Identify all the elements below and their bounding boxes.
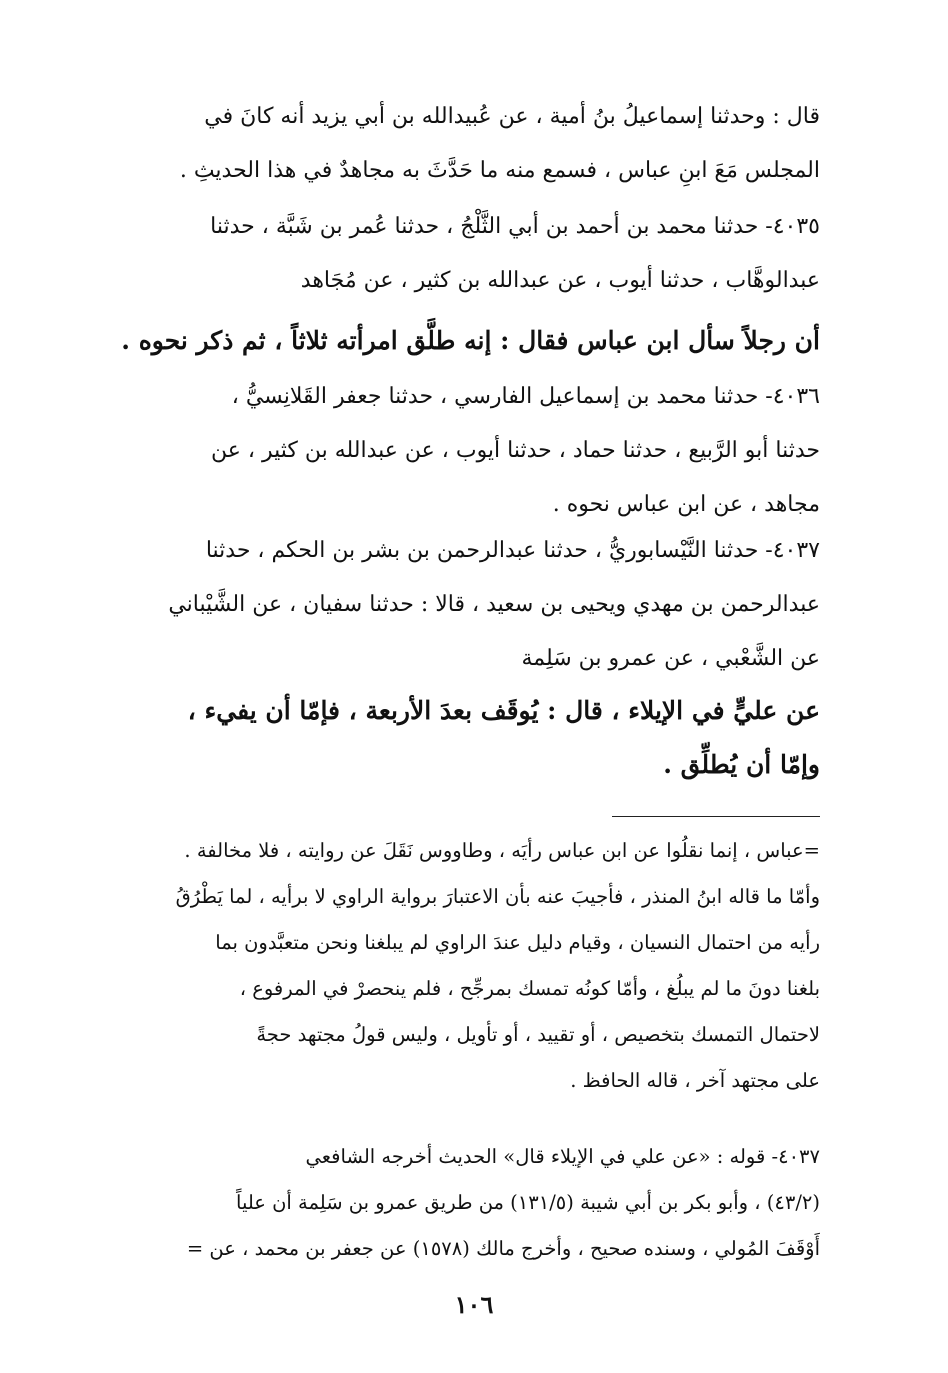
footnote-line: =عباس ، إنما نقلُوا عن ابن عباس رأيَه ، وطاووس نَقَلَ عن روايته ، فلا مخالفة .: [184, 839, 820, 862]
footnote-line: وأمّا ما قاله ابنُ المنذر ، فأجيبَ عنه بأن الاعتبارَ برواية الراوي لا برأيه ، لما يَطْرُقُ: [175, 885, 820, 908]
footnote-line: لاحتمال التمسك بتخصيص ، أو تقييد ، أو تأويل ، وليس قولُ مجتهد حجةً: [256, 1023, 820, 1046]
footnote-line: على مجتهد آخر ، قاله الحافظ .: [570, 1069, 820, 1092]
text-line: ٤٠٣٥- حدثنا محمد بن أحمد بن أبي الثَّلْجُ ، حدثنا عُمر بن شَبَّة ، حدثنا: [210, 214, 820, 239]
footnote-continuation: [120, 828, 820, 1104]
text-line: حدثنا أبو الرَّبيع ، حدثنا حماد ، حدثنا أيوب ، عن عبدالله بن كثير ، عن: [210, 438, 820, 463]
footnote-line: بلغنا دونَ ما لم يبلُغ ، وأمّا كونُه تمسك بمرجِّح ، فلم ينحصرْ في المرفوع ،: [239, 977, 820, 1000]
hadith-4037-matn: [120, 684, 820, 792]
text-line: ٤٠٣٧- حدثنا النَّيْسابوريُّ ، حدثنا عبدالرحمن بن بشر بن الحكم ، حدثنا: [205, 538, 820, 563]
paragraph-1: [120, 90, 820, 198]
text-line: عبدالرحمن بن مهدي ويحيى بن سعيد ، قالا : حدثنا سفيان ، عن الشَّيْباني: [168, 592, 820, 617]
footnote-line: (٤٣/٢) ، وأبو بكر بن أبي شيبة (١٣١/٥) من طريق عمرو بن سَلِمة أن علياً: [236, 1191, 820, 1214]
hadith-4035-isnad: [120, 200, 820, 308]
text-line: عن عليٍّ في الإيلاء ، قال : يُوقَف بعدَ الأربعة ، فإمّا أن يفيء ،: [187, 696, 820, 725]
text-line: وإمّا أن يُطلِّق .: [663, 750, 820, 779]
text-line: عبدالوهَّاب ، حدثنا أيوب ، عن عبدالله بن كثير ، عن مُجَاهد: [300, 268, 820, 293]
text-line: مجاهد ، عن ابن عباس نحوه .: [552, 492, 820, 517]
footnote-separator: [612, 816, 820, 817]
hadith-4035-matn: [120, 314, 820, 368]
footnote-line: ٤٠٣٧- قوله : «عن علي في الإيلاء قال» الحديث أخرجه الشافعي: [305, 1145, 820, 1168]
text-line: عن الشَّعْبي ، عن عمرو بن سَلِمة: [521, 646, 820, 671]
page-number: ١٠٦: [454, 1290, 494, 1319]
footnote-line: رأيه من احتمال النسيان ، وقيام دليل عندَ الراوي لم يبلغنا ونحن متعبَّدون بما: [215, 931, 820, 954]
text-line: ٤٠٣٦- حدثنا محمد بن إسماعيل الفارسي ، حدثنا جعفر القَلانِسيُّ ،: [231, 384, 820, 409]
hadith-4037-isnad: [120, 524, 820, 686]
text-line: المجلس مَعَ ابنِ عباس ، فسمع منه ما حَدَّثَ به مجاهدٌ في هذا الحديثِ .: [179, 158, 820, 183]
text-line: أن رجلاً سأل ابن عباس فقال : إنه طلَّق امرأته ثلاثاً ، ثم ذكر نحوه .: [121, 326, 820, 355]
hadith-4036: [120, 370, 820, 532]
footnote-4037: [120, 1134, 820, 1272]
footnote-line: أَوْقَفَ المُولي ، وسنده صحيح ، وأخرج مالك (١٥٧٨) عن جعفر بن محمد ، عن =: [186, 1237, 820, 1260]
text-line: قال : وحدثنا إسماعيلُ بنُ أمية ، عن عُبيدالله بن أبي يزيد أنه كانَ في: [204, 104, 820, 129]
